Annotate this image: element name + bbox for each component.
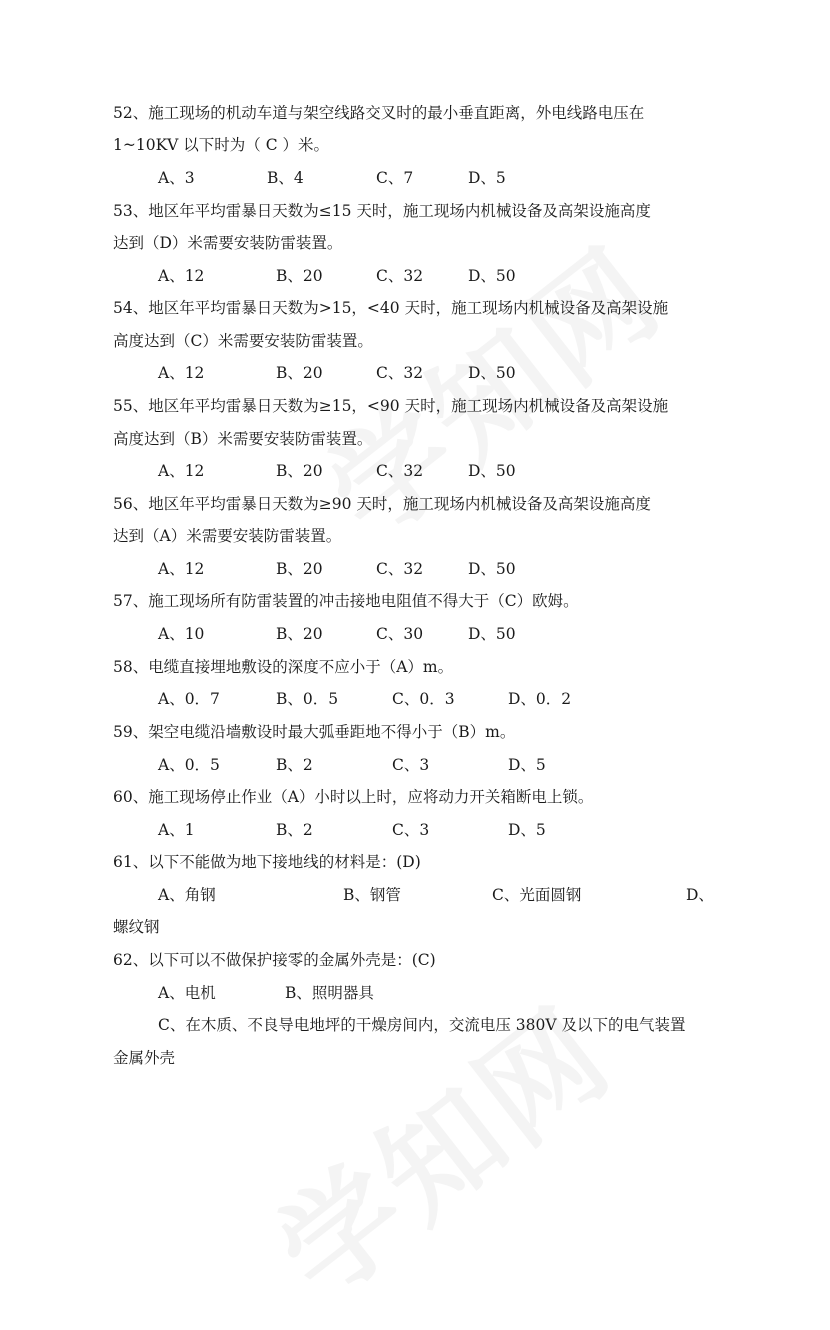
option-b: B、20: [276, 625, 323, 643]
option-a: A、12: [158, 267, 205, 285]
option-b: B、0．5: [276, 690, 339, 708]
option-a: A、12: [158, 462, 205, 480]
option-b: B、2: [276, 821, 313, 839]
question-56-text: 56、地区年平均雷暴日天数为≥90 天时，施工现场内机械设备及高架设施高度: [113, 495, 651, 513]
option-c-continuation: 金属外壳: [113, 1049, 176, 1067]
question-54-text: 54、地区年平均雷暴日天数为>15，<40 天时，施工现场内机械设备及高架设施: [113, 299, 669, 317]
option-d: D、50: [468, 560, 516, 578]
option-d: D、5: [508, 821, 546, 839]
question-61-text: 61、以下不能做为地下接地线的材料是：(D): [113, 853, 421, 871]
question-52-text-cont: 1~10KV 以下时为（ C ）米。: [113, 136, 329, 154]
question-53-text-cont: 达到（D）米需要安装防雷装置。: [113, 234, 343, 252]
option-c: C、3: [392, 756, 430, 774]
option-c: C、32: [376, 560, 424, 578]
option-c: C、在木质、不良导电地坪的干燥房间内，交流电压 380V 及以下的电气装置: [158, 1016, 686, 1034]
question-55-text-cont: 高度达到（B）米需要安装防雷装置。: [113, 430, 373, 448]
option-d: D、5: [468, 169, 506, 187]
option-c: C、32: [376, 462, 424, 480]
option-b: B、20: [276, 267, 323, 285]
option-a: A、10: [158, 625, 205, 643]
question-52-text: 52、施工现场的机动车道与架空线路交叉时的最小垂直距离，外电线路电压在: [113, 104, 645, 122]
question-57-text: 57、施工现场所有防雷装置的冲击接地电阻值不得大于（C）欧姆。: [113, 592, 579, 610]
option-a: A、0．5: [158, 756, 220, 774]
question-53-text: 53、地区年平均雷暴日天数为≤15 天时，施工现场内机械设备及高架设施高度: [113, 202, 651, 220]
option-d: D、50: [468, 625, 516, 643]
option-d: D、50: [468, 364, 516, 382]
option-d-continuation: 螺纹钢: [113, 918, 160, 936]
question-59-text: 59、架空电缆沿墙敷设时最大弧垂距地不得小于（B）m。: [113, 723, 516, 741]
question-60-text: 60、施工现场停止作业（A）小时以上时，应将动力开关箱断电上锁。: [113, 788, 594, 806]
question-55-text: 55、地区年平均雷暴日天数为≥15，<90 天时，施工现场内机械设备及高架设施: [113, 397, 669, 415]
option-a: A、电机: [158, 984, 216, 1002]
option-c: C、7: [376, 169, 414, 187]
option-c: C、32: [376, 364, 424, 382]
watermark: [287, 202, 691, 570]
option-b: B、钢管: [343, 886, 401, 904]
option-b: B、20: [276, 462, 323, 480]
option-a: A、3: [158, 169, 195, 187]
option-c: C、32: [376, 267, 424, 285]
question-56-text-cont: 达到（A）米需要安装防雷装置。: [113, 527, 342, 545]
option-c: C、光面圆钢: [492, 886, 582, 904]
option-c: C、3: [392, 821, 430, 839]
option-d: D、: [686, 886, 714, 904]
question-54-text-cont: 高度达到（C）米需要安装防雷装置。: [113, 332, 373, 350]
option-b: B、4: [267, 169, 304, 187]
option-b: B、照明器具: [285, 984, 374, 1002]
option-b: B、20: [276, 560, 323, 578]
question-62-text: 62、以下可以不做保护接零的金属外壳是：(C): [113, 951, 436, 969]
option-d: D、50: [468, 462, 516, 480]
option-a: A、角钢: [158, 886, 216, 904]
option-a: A、12: [158, 560, 205, 578]
option-b: B、20: [276, 364, 323, 382]
option-d: D、5: [508, 756, 546, 774]
option-a: A、1: [158, 821, 195, 839]
option-d: D、50: [468, 267, 516, 285]
option-a: A、12: [158, 364, 205, 382]
option-c: C、0．3: [392, 690, 455, 708]
option-a: A、0．7: [158, 690, 220, 708]
question-58-text: 58、电缆直接埋地敷设的深度不应小于（A）m。: [113, 658, 454, 676]
option-c: C、30: [376, 625, 424, 643]
option-b: B、2: [276, 756, 313, 774]
option-d: D、0．2: [508, 690, 572, 708]
